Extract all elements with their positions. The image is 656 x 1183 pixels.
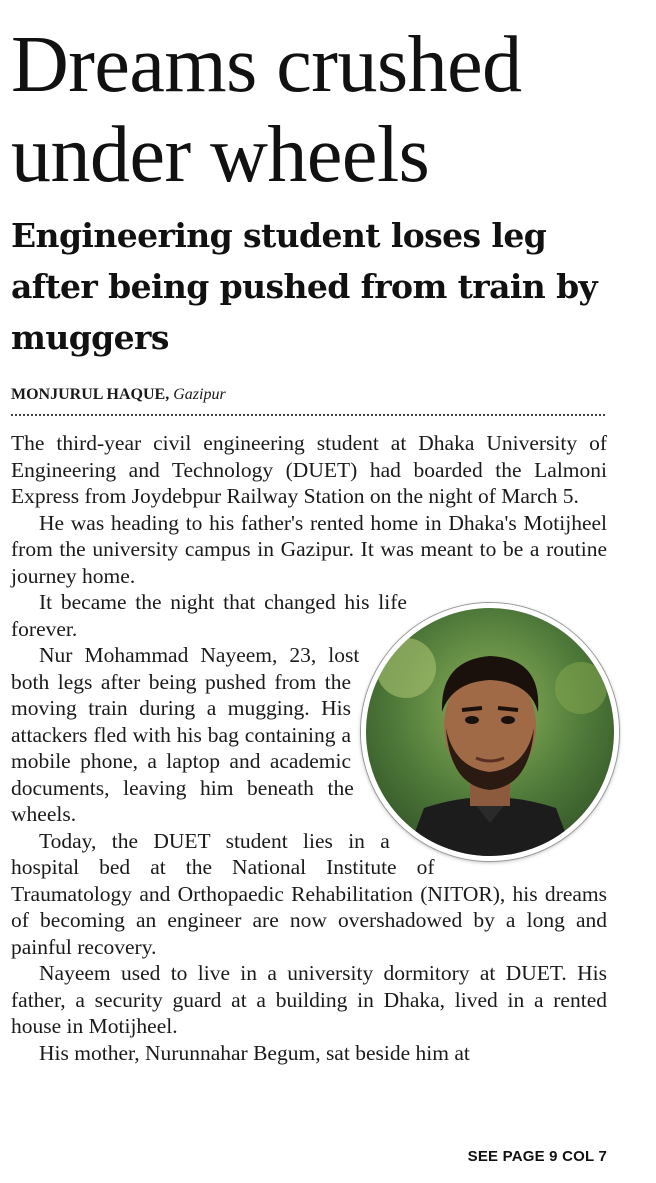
byline-author: MONJURUL HAQUE, bbox=[11, 386, 170, 403]
headline-line-2: under wheels bbox=[11, 111, 430, 199]
headline bbox=[11, 20, 607, 200]
paragraph-3: It became the night that changed his life forever. bbox=[11, 590, 407, 641]
paragraph-6: Nayeem used to live in a university dormitory at DUET. His father, a security guard at a building in Dhaka, lived in a rented house in Motijheel. bbox=[11, 961, 607, 1038]
byline-location: Gazipur bbox=[173, 386, 226, 403]
continuation-line: SEE PAGE 9 COL 7 bbox=[467, 1148, 607, 1165]
paragraph-4: Nur Mohammad Nayeem, 23, lost both legs after being pushed from the moving train during a mugging. His attackers fled with his bag containing a mobile phone, a laptop and academic documents, leaving him beneath the wheels. bbox=[11, 643, 360, 826]
paragraph-1: The third-year civil engineering student at Dhaka University of Engineering and Technology (DUET) had boarded the Lalmoni Express from Joydebpur Railway Station on the night of March 5. bbox=[11, 431, 607, 508]
paragraph-7: His mother, Nurunnahar Begum, sat beside him at bbox=[39, 1040, 470, 1065]
dotted-divider bbox=[11, 414, 605, 416]
headline-line-1: Dreams crushed bbox=[11, 21, 522, 109]
paragraph-2: He was heading to his father's rented home in Dhaka's Motijheel from the university campus in Gazipur. It was meant to be a routine journey home. bbox=[11, 510, 607, 588]
portrait-photo-icon bbox=[361, 603, 619, 861]
photo-frame bbox=[361, 603, 619, 861]
byline bbox=[11, 385, 607, 405]
paragraph-5: Today, the DUET student lies in a hospital bed at the National Institute of Traumatology and Orthopaedic Rehabilitation (NITOR), his dreams of becoming an engineer are now overshadowed by a long and painful recovery. bbox=[11, 828, 607, 959]
subheadline: Engineering student loses leg after being pushed from train by muggers bbox=[11, 216, 598, 357]
article-body bbox=[11, 430, 607, 1066]
article bbox=[11, 0, 607, 1066]
